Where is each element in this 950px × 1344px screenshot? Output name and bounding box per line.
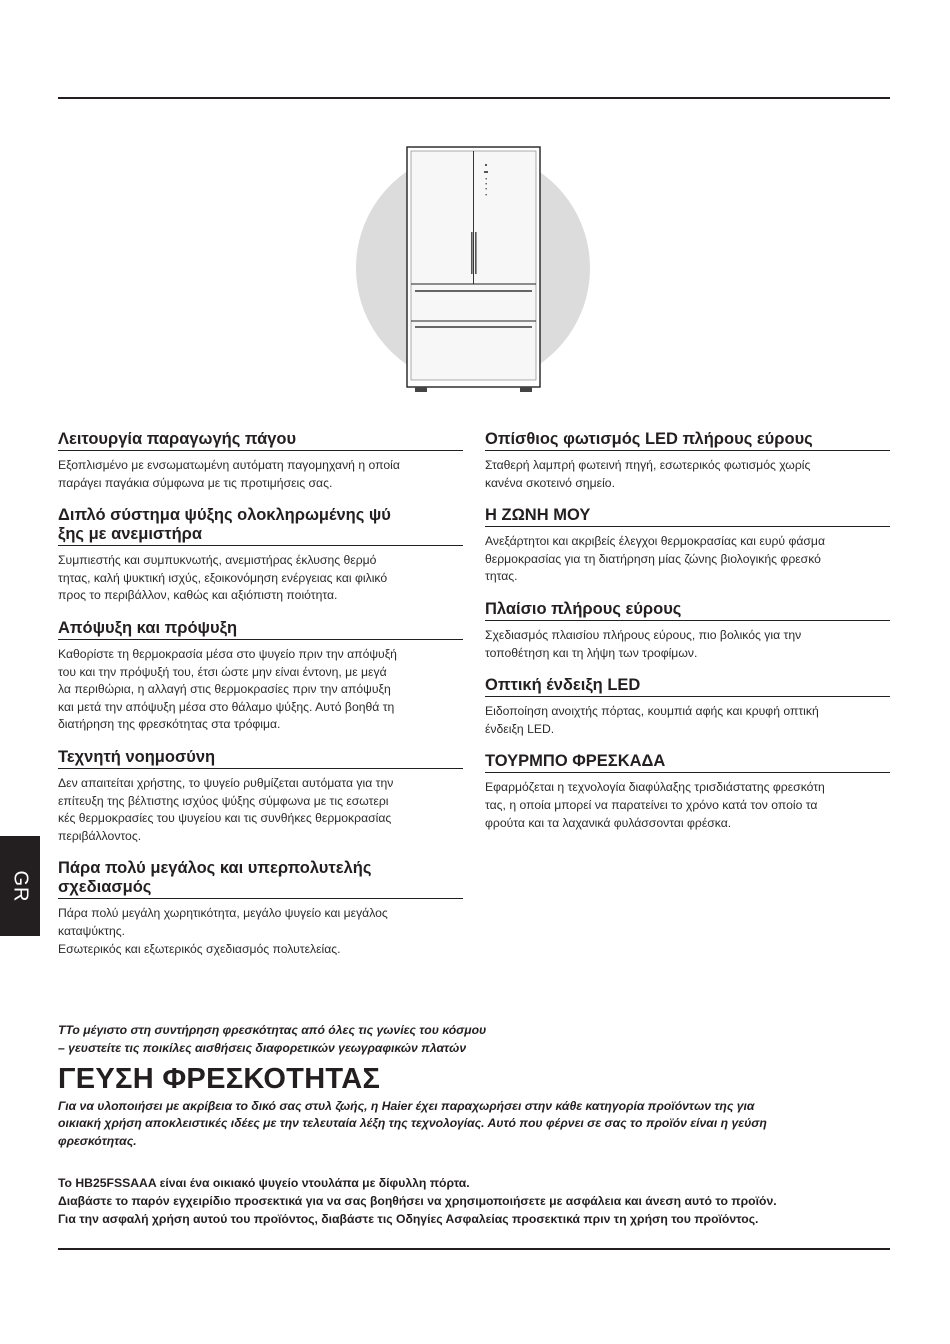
feature-body: Ειδοποίηση ανοιχτής πόρτας, κουμπιά αφής και κρυφή οπτική ένδειξη LED. — [485, 704, 819, 736]
refrigerator-illustration — [356, 146, 590, 396]
feature-defrost — [58, 619, 463, 734]
features-right-column — [485, 430, 890, 846]
feature-body: Πάρα πολύ μεγάλη χωρητικότητα, μεγάλο ψυγείο και μεγάλος καταψύκτης. Εσωτερικός και εξωτερικός σχεδιασμός πολυτελείας. — [58, 906, 388, 956]
feature-title: Πλαίσιο πλήρους εύρους — [485, 600, 890, 621]
top-rule — [58, 97, 890, 99]
feature-ai — [58, 748, 463, 845]
product-note: Το HB25FSSAAA είναι ένα οικιακό ψυγείο ντουλάπα με δίφυλλη πόρτα. — [58, 1175, 470, 1190]
feature-title: Η ΖΩΝΗ ΜΟΥ — [485, 506, 890, 527]
feature-body: Καθορίστε τη θερμοκρασία μέσα στο ψυγείο πριν την απόψυξή του και την πρόψυξή του, έτσι ώστε μην είναι έντονη, με μεγά λα περιθώρια, η αλλαγή στις θερμοκρασίες πριν την απόψυξη και μετά την απόψυξη μέσα στο θάλαμο ψύξης. Αυτό βοηθά τη διατήρηση της φρεσκότητας στα τρόφιμα. — [58, 646, 397, 732]
product-note: Διαβάστε το παρόν εγχειρίδιο προσεκτικά για να σας βοηθήσει να χρησιμοποιήσετε με ασφάλεια και άνεση αυτό το προϊόν. — [58, 1193, 777, 1208]
language-tab-label: GR — [9, 870, 32, 902]
product-note: Για την ασφαλή χρήση αυτού του προϊόντος, διαβάστε τις Οδηγίες Ασφαλείας προσεκτικά πριν τη χρήση του προϊόντος. — [58, 1211, 759, 1226]
feature-title: Απόψυξη και πρόψυξη — [58, 619, 463, 640]
feature-my-zone — [485, 506, 890, 586]
feature-body: Σχεδιασμός πλαισίου πλήρους εύρους, πιο βολικός για την τοποθέτηση και τη λήψη των τροφίμων. — [485, 627, 802, 660]
feature-title: Λειτουργία παραγωγής πάγου — [58, 430, 463, 451]
feature-turbo-fresh — [485, 752, 890, 832]
feature-body: Ανεξάρτητοι και ακριβείς έλεγχοι θερμοκρασίας και ευρύ φάσμα θερμοκρασίας για τη διατήρηση μίας ζώνης βιολογικής φρεσκό τητας. — [485, 534, 826, 584]
tagline-line-1: ΤΤο μέγιστο στη συντήρηση φρεσκότητας από όλες τις γωνίες του κόσμου — [58, 1023, 487, 1037]
feature-title: Πάρα πολύ μεγάλος και υπερπολυτελής σχεδιασμός — [58, 859, 463, 899]
feature-body: Σταθερή λαμπρή φωτεινή πηγή, εσωτερικός φωτισμός χωρίς κανένα σκοτεινό σημείο. — [485, 458, 811, 490]
right-handle — [475, 232, 477, 274]
bottom-rule — [58, 1248, 890, 1250]
feature-title: Οπίσθιος φωτισμός LED πλήρους εύρους — [485, 430, 890, 451]
drawer-handle-bottom — [415, 326, 532, 328]
intro-paragraph: Για να υλοποιήσει με ακρίβεια το δικό σας στυλ ζωής, η Haier έχει παραχωρήσει στην κάθε κατηγορία προϊόντων της για οικιακή χρήση αποκλειστικές ιδέες με την τελευταία λέξη της τεχνολογίας. Αυτό που φέρνει σε σας το προϊόν είναι η γεύση φρεσκότητας. — [58, 1098, 767, 1149]
feature-body: Εξοπλισμένο με ενσωματωμένη αυτόματη παγομηχανή η οποία παράγει παγάκια σύμφωνα με τις προτιμήσεις σας. — [58, 458, 400, 490]
left-handle — [471, 232, 473, 274]
feature-body: Εφαρμόζεται η τεχνολογία διαφύλαξης τρισδιάστατης φρεσκότη τας, η οποία μπορεί να παρατείνει το χρόνο κατά τον οποίο τα φρούτα και τα λαχανικά φυλάσσονται φρέσκα. — [485, 780, 825, 830]
feature-title: Τεχνητή νοημοσύνη — [58, 748, 463, 769]
feature-led-backlight — [485, 430, 890, 492]
feature-ice-maker — [58, 430, 463, 492]
language-tab — [0, 836, 40, 936]
feature-title: Οπτική ένδειξη LED — [485, 676, 890, 697]
product-notes — [58, 1175, 898, 1228]
feature-full-frame — [485, 600, 890, 662]
intro-section — [58, 1022, 898, 1228]
features-left-column — [58, 430, 463, 972]
feature-body: Συμπιεστής και συμπυκνωτής, ανεμιστήρας έκλυσης θερμό τητας, καλή ψυκτική ισχύς, εξοικονόμηση ενέργειας και φιλικό προς το περιβάλλον, καθώς και αξιόπιστη ποιότητα. — [58, 553, 388, 603]
feature-led-display — [485, 676, 890, 738]
tagline-line-2: – γευστείτε τις ποικίλες αισθήσεις διαφορετικών γεωγραφικών πλατών — [58, 1040, 467, 1055]
feature-title: ΤΟΥΡΜΠΟ ΦΡΕΣΚΑΔΑ — [485, 752, 890, 773]
feature-luxury-design — [58, 859, 463, 958]
right-foot — [520, 387, 532, 392]
feature-body: Δεν απαιτείται χρήστης, το ψυγείο ρυθμίζεται αυτόματα για την επίτευξη της βέλτιστης ισχύος ψύξης σύμφωνα με τις εσωτερι κές θερμοκρασίες του ψυγείου και τις συνθήκες θερμοκρασίας περιβάλλοντος. — [58, 775, 394, 843]
page-title: ΓΕΥΣΗ ΦΡΕΣΚΟΤΗΤΑΣ — [58, 1062, 381, 1095]
feature-dual-cooling — [58, 506, 463, 605]
left-foot — [415, 387, 427, 392]
feature-title: Διπλό σύστημα ψύξης ολοκληρωμένης ψύ ξης με ανεμιστήρα — [58, 506, 463, 546]
drawer-handle-top — [415, 290, 532, 292]
